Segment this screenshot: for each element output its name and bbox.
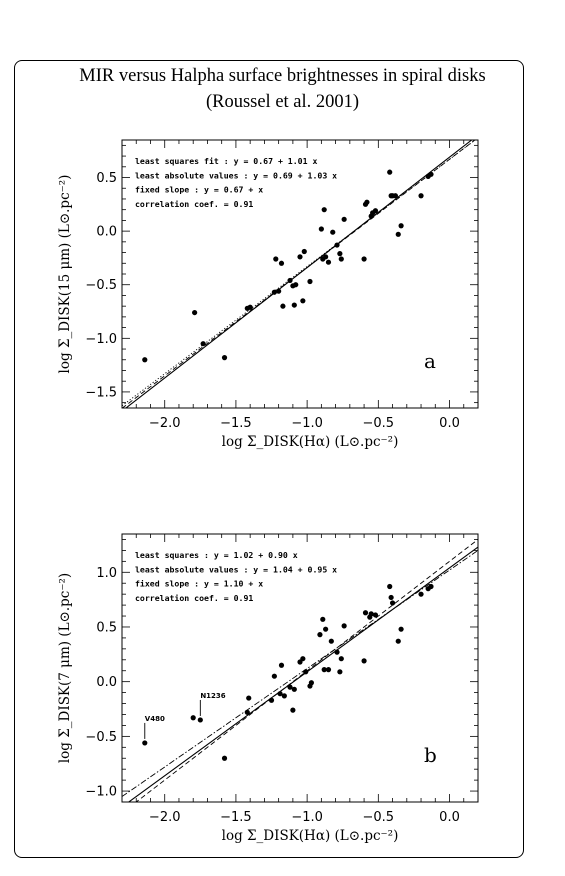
data-point xyxy=(198,717,203,722)
y-tick-label: −1.0 xyxy=(85,784,117,800)
data-point xyxy=(142,357,147,362)
y-tick-label: 0.5 xyxy=(96,171,117,187)
data-point xyxy=(302,249,307,254)
data-point xyxy=(428,584,433,589)
data-point xyxy=(329,639,334,644)
data-point xyxy=(320,617,325,622)
data-point xyxy=(339,256,344,261)
data-point xyxy=(192,310,197,315)
x-axis-title: log Σ_DISK(Hα) (L⊙.pc⁻²) xyxy=(221,828,399,844)
y-tick-label: −0.5 xyxy=(85,729,117,745)
fit-annotation: fixed slope : y = 1.10 + x xyxy=(135,578,264,589)
data-point xyxy=(339,656,344,661)
data-point xyxy=(201,341,206,346)
data-point xyxy=(317,632,322,637)
data-point xyxy=(337,669,342,674)
x-tick-label: −2.0 xyxy=(148,416,181,431)
y-tick-label: 0.5 xyxy=(96,620,117,636)
data-point xyxy=(245,710,250,715)
data-point xyxy=(300,298,305,303)
data-point xyxy=(282,693,287,698)
data-point xyxy=(334,242,339,247)
chart-panel-b xyxy=(57,534,478,844)
point-label-n1236: N1236 xyxy=(200,691,226,700)
data-point xyxy=(292,302,297,307)
data-point xyxy=(334,650,339,655)
chart-panel-a xyxy=(57,135,478,450)
y-tick-label: −1.5 xyxy=(85,385,117,401)
y-tick-label: 0.0 xyxy=(96,224,117,240)
panel-label: b xyxy=(424,743,437,767)
data-point xyxy=(399,627,404,632)
data-point xyxy=(246,695,251,700)
data-point xyxy=(300,656,305,661)
fit-annotation: least absolute values : y = 0.69 + 1.03 x xyxy=(135,170,338,181)
x-tick-label: 0.0 xyxy=(439,810,460,825)
fit-annotation: least absolute values : y = 1.04 + 0.95 x xyxy=(135,564,338,575)
x-tick-label: −0.5 xyxy=(362,416,395,431)
data-point xyxy=(191,715,196,720)
data-point xyxy=(326,667,331,672)
fit-annotation: least squares : y = 1.02 + 0.90 x xyxy=(135,550,298,560)
y-tick-label: 0.0 xyxy=(96,675,117,691)
data-point xyxy=(373,612,378,617)
data-point xyxy=(373,208,378,213)
panel-label: a xyxy=(424,349,436,373)
data-point xyxy=(292,687,297,692)
y-tick-label: −0.5 xyxy=(85,278,117,294)
data-point xyxy=(280,304,285,309)
fit-annotation: fixed slope : y = 0.67 + x xyxy=(135,184,264,195)
x-tick-label: −1.5 xyxy=(220,416,252,431)
data-point xyxy=(142,740,147,745)
data-point xyxy=(293,282,298,287)
data-point xyxy=(399,223,404,228)
data-point xyxy=(323,627,328,632)
data-point xyxy=(297,254,302,259)
data-point xyxy=(322,207,327,212)
data-point xyxy=(323,254,328,259)
fit-annotation: correlation coef. = 0.91 xyxy=(135,592,254,603)
data-point xyxy=(389,595,394,600)
data-point xyxy=(387,584,392,589)
x-tick-label: −1.0 xyxy=(291,810,323,825)
data-point xyxy=(330,230,335,235)
data-point xyxy=(393,193,398,198)
data-point xyxy=(276,289,281,294)
fit-annotation: least squares fit : y = 0.67 + 1.01 x xyxy=(135,156,318,166)
point-label-v480: V480 xyxy=(144,714,165,723)
data-point xyxy=(396,232,401,237)
data-point xyxy=(337,251,342,256)
data-point xyxy=(418,592,423,597)
data-point xyxy=(279,261,284,266)
data-point xyxy=(269,698,274,703)
data-point xyxy=(248,305,253,310)
data-point xyxy=(303,669,308,674)
page-title: MIR versus Halpha surface brightnesses in spiral disks xyxy=(79,66,486,86)
data-point xyxy=(342,217,347,222)
data-point xyxy=(272,674,277,679)
data-point xyxy=(222,355,227,360)
data-point xyxy=(319,226,324,231)
data-point xyxy=(290,708,295,713)
data-point xyxy=(279,663,284,668)
data-point xyxy=(361,256,366,261)
data-point xyxy=(222,756,227,761)
x-tick-label: −0.5 xyxy=(362,810,395,825)
data-point xyxy=(309,680,314,685)
data-point xyxy=(390,600,395,605)
data-point xyxy=(361,658,366,663)
y-tick-label: −1.0 xyxy=(85,331,117,347)
fit-annotation: correlation coef. = 0.91 xyxy=(135,198,254,209)
data-point xyxy=(387,170,392,175)
x-tick-label: 0.0 xyxy=(439,416,460,431)
data-point xyxy=(273,256,278,261)
page-subtitle: (Roussel et al. 2001) xyxy=(205,92,360,112)
data-point xyxy=(364,200,369,205)
data-point xyxy=(307,279,312,284)
y-axis-title: log Σ_DISK(7 μm) (L⊙.pc⁻²) xyxy=(57,572,73,764)
data-point xyxy=(428,172,433,177)
x-tick-label: −2.0 xyxy=(148,810,181,825)
data-point xyxy=(342,623,347,628)
data-point xyxy=(363,610,368,615)
x-tick-label: −1.0 xyxy=(291,416,323,431)
data-point xyxy=(418,193,423,198)
x-axis-title: log Σ_DISK(Hα) (L⊙.pc⁻²) xyxy=(221,434,399,450)
data-point xyxy=(326,260,331,265)
y-tick-label: 1.0 xyxy=(96,565,117,581)
y-axis-title: log Σ_DISK(15 μm) (L⊙.pc⁻²) xyxy=(57,174,73,374)
x-tick-label: −1.5 xyxy=(220,810,252,825)
data-point xyxy=(396,639,401,644)
data-point xyxy=(287,278,292,283)
